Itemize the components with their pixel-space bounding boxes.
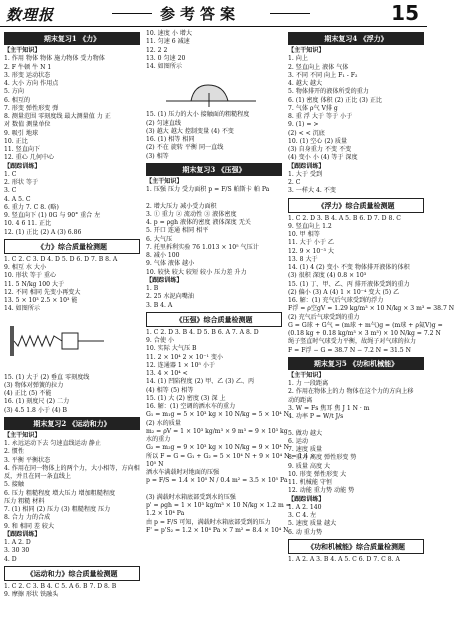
answer-line: 10⁵ N bbox=[146, 460, 164, 468]
answer-line: 1. A 2. A 3. B 4. A 5. C 6. D 7. C 8. A bbox=[288, 555, 400, 563]
answer-line: m₂ = ρV = 1 × 10³ kg/m³ × 9 m³ = 9 × 10³ kg bbox=[146, 427, 288, 435]
answer-line: (3) 4.5 1.8 小于 (4) B bbox=[4, 406, 67, 414]
answer-line: 9. 吸引 地球 bbox=[4, 129, 39, 137]
answer-line: 3. C bbox=[4, 187, 17, 195]
answer-line: 16. (1) 相等 相同 bbox=[146, 136, 195, 143]
answer-line: 13. 0 匀速 20 bbox=[146, 54, 186, 62]
answer-line: 6. 运动 bbox=[288, 437, 308, 445]
answer-line: 7. 托里拆利实验 76 1.013 × 10⁵ 气压计 bbox=[146, 243, 259, 251]
figure-wall bbox=[10, 326, 14, 356]
answer-line: 6. (1) 密度 体积 (2) 正比 (3) 正比 bbox=[288, 96, 383, 104]
answer-line: 1. 向上 bbox=[288, 55, 308, 63]
page-number: 15 bbox=[391, 1, 419, 25]
answer-line: 10. (1) 空心 (2) 质量 bbox=[288, 137, 348, 145]
answer-line: 8. 减小 100 bbox=[146, 252, 180, 259]
answer-line: 11. 匀速 6 减速 bbox=[146, 38, 190, 46]
answer-line: 12. 连通器 1 × 10⁵ 小于 bbox=[146, 361, 216, 369]
answer-line bbox=[146, 194, 282, 202]
answer-line: 1.2 × 10⁴ Pa bbox=[146, 510, 185, 518]
title-rule-right bbox=[270, 13, 310, 14]
answer-line: 2. 形状 等于 bbox=[4, 179, 39, 186]
answer-line: (2) 充气后气球受到的重力 bbox=[288, 313, 360, 321]
subsection-label: 【跟踪训练】 bbox=[4, 530, 41, 538]
title-rule-left bbox=[112, 13, 152, 14]
answer-line: 绳子竖直时气球受力平衡，故绳子对气球的拉力 bbox=[288, 338, 416, 346]
answer-line: 12. 重心 几何中心 bbox=[4, 154, 55, 162]
answer-figure bbox=[4, 316, 140, 372]
answer-line: 洒水车满载时对地面的压强 bbox=[146, 469, 220, 476]
answer-line: (2) < < 沉底 bbox=[288, 129, 325, 137]
answer-line: (4) 相等 (5) 相等 bbox=[146, 386, 194, 394]
answer-line: 9. 合使 小 bbox=[146, 337, 174, 344]
answer-line: 3. W = Fs 焦耳 焦 J 1 N · m bbox=[288, 404, 370, 412]
answer-line: 12. 2 2 bbox=[146, 46, 168, 54]
answer-line: 8. 测量范围 零刻度线 最大测量值 力 正 bbox=[4, 113, 111, 120]
answer-line: (3) 满载时水箱底部受到水的压强 bbox=[146, 493, 236, 501]
answer-line: 10. 4 6 11. 正比 bbox=[4, 220, 52, 228]
figure-block bbox=[62, 333, 78, 349]
answer-line bbox=[146, 486, 282, 494]
answer-line: 10. 实际 大气压 B bbox=[146, 345, 197, 353]
answer-line: (3) 很积 深度 (4) 0.8 × 10³ bbox=[288, 272, 367, 280]
subsection-label: 【主干知识】 bbox=[288, 47, 325, 54]
answer-line: 2. 作用在物体上的力 物体在这个力的方向上移 bbox=[288, 388, 414, 396]
page-title: 参考答案 bbox=[160, 5, 241, 23]
subsection-label: 【主干知识】 bbox=[288, 371, 325, 379]
answer-line: 对 数值 测量单位 bbox=[4, 121, 51, 129]
answer-line: 4. p = ρgh 液体的密度 液体深度 无关 bbox=[146, 219, 251, 226]
answer-line: 动的距离 bbox=[288, 396, 313, 404]
answer-line: 11. 大于 小于 乙 bbox=[288, 239, 334, 247]
answer-line: 12. 不同 相同 先变小再变大 bbox=[4, 288, 81, 296]
answer-line: 11. 机械能 守恒 bbox=[288, 479, 333, 486]
subsection-label: 【跟踪训练】 bbox=[146, 276, 183, 284]
answer-line: 2. 竖直向上 液体 气体 bbox=[288, 63, 349, 71]
answer-line: 14. 如图所示 bbox=[4, 305, 41, 313]
answer-line: 7. (1) 相同 (2) 压力 (3) 粗糙程度 压力 bbox=[4, 506, 111, 513]
answer-line: 10. 形变 弹性形变 大 bbox=[288, 470, 347, 478]
answer-line: 5. 速度 质量 越大 bbox=[288, 520, 337, 528]
subsection-label: 【主干知识】 bbox=[146, 177, 183, 185]
answer-line: 11. 5 N/kg 100 大于 bbox=[4, 280, 65, 288]
answer-line: 5. 接触 bbox=[4, 481, 24, 489]
answer-line: 3. 形变 运动状态 bbox=[4, 71, 51, 79]
section-title: 期末复习2 《运动和力》 bbox=[4, 417, 140, 430]
answer-line: 1. 力 一段距离 bbox=[288, 380, 329, 387]
answer-line: 6. 动 重力势 bbox=[288, 528, 323, 536]
answer-line: 10. 形状 等于 重心 bbox=[4, 272, 57, 280]
answer-line: G₁ = m₁g = 5 × 10³ kg × 10 N/kg = 5 × 10⁴ N bbox=[146, 411, 289, 419]
subsection-label: 【主干知识】 bbox=[4, 47, 41, 54]
answer-line: 8. 重力 高度 弹性形变 势 bbox=[288, 454, 357, 462]
newspaper-logo: 数理报 bbox=[6, 6, 55, 24]
answer-line: (2) 不在 旋转 平衡 同一直线 bbox=[146, 144, 224, 152]
answer-line: 8. 重 浮 大于 等于 小于 bbox=[288, 113, 353, 120]
answer-line: 4. A 5. C bbox=[4, 195, 31, 203]
answer-line: 1. B bbox=[146, 285, 159, 292]
answer-line: 14. 如图所示 bbox=[146, 63, 183, 70]
answer-line: (2) 匀速直线 bbox=[146, 119, 181, 127]
answer-line: 6. 大气压 bbox=[146, 235, 173, 243]
answer-line: 2. F 牛顿 牛 N 1 bbox=[4, 63, 52, 71]
answer-line: F浮 = ρ空gV = 1.29 kg/m³ × 10 N/kg × 3 m³ = 38.7 N bbox=[288, 305, 454, 313]
section-title: 期末复习4 《浮力》 bbox=[288, 32, 424, 45]
answer-line: 4. 作用在同一物体上的两个力，大小相等，方向相 bbox=[4, 464, 140, 472]
answer-line: (3) 相等 bbox=[146, 152, 169, 160]
answer-line: 7. 速度 质量 bbox=[288, 446, 323, 453]
answer-line: 1. C 2. C 3. D 4. D 5. D 6. D 7. B 8. A bbox=[4, 255, 118, 263]
answer-line: 1. 永远运动下去 匀速直线运动 静止 bbox=[4, 440, 101, 447]
answer-line: 3. ① 重力 ② 流动性 ③ 液体密度 bbox=[146, 210, 237, 218]
answer-line: 10. 正比 bbox=[4, 137, 28, 145]
answer-line: 9. 和 相同 差 较大 bbox=[4, 522, 55, 530]
answer-figure bbox=[146, 73, 282, 109]
answer-line: 14. (1) 4 (2) 变小 不变 物体排开液体的体积 bbox=[288, 264, 410, 271]
answer-line: 4. 功率 P = W/t J/s bbox=[288, 413, 344, 420]
answer-line: 7. 形变 弹性形变 弹 bbox=[4, 104, 59, 112]
answer-line: 9. 气体 液体 越小 bbox=[146, 260, 195, 268]
answer-line: 水的重力 bbox=[146, 436, 171, 443]
section-title: 期末复习3 《压强》 bbox=[146, 163, 282, 176]
section-title: 《压强》综合质量检测题 bbox=[146, 312, 282, 327]
answer-line: p' = ρgh = 1 × 10³ kg/m³ × 10 N/kg × 1.2 m = bbox=[146, 502, 291, 509]
answer-line: 5. 物体排开的液体所受的重力 bbox=[288, 88, 369, 96]
answer-line: 9. 相互 水 大小 bbox=[4, 264, 47, 271]
answer-line: 15. (1) 丁、甲、乙、丙 排开液体受到的重力 bbox=[288, 280, 410, 288]
answer-line: 12. 动能 重力势 动能 势 bbox=[288, 487, 355, 495]
answer-line: 15. (1) 大 (2) 密度 (3) 深 上 bbox=[146, 394, 226, 402]
answer-line: (2) 水的质量 bbox=[146, 419, 181, 427]
answer-line: 12. (1) 正比 (2) A (3) 6.86 bbox=[4, 228, 82, 236]
answer-line: 压力 粗糙 材料 bbox=[4, 497, 45, 505]
answer-line: 6. 压力 粗糙程度 增大压力 增加粗糙程度 bbox=[4, 489, 116, 497]
answer-line: 1. C bbox=[4, 170, 17, 178]
answer-line: 1. 作用 物体 物体 施力物体 受力物体 bbox=[4, 55, 105, 63]
answer-line: 反，并且在同一条直线上 bbox=[4, 473, 72, 480]
answer-line: 5. 方向 bbox=[4, 88, 24, 96]
answer-line: 9. 质量 高度 大 bbox=[288, 462, 331, 470]
answer-line: 9. 竖直向上 1.2 bbox=[288, 222, 332, 230]
answer-line: 10. 甲 相等 bbox=[288, 231, 320, 238]
answer-line: (4) 正比 (5) 不能 bbox=[4, 390, 52, 397]
answer-line: 16. 解：(1) 空调的洒水车的重力 bbox=[146, 403, 236, 410]
figure-drawing bbox=[4, 316, 124, 372]
answer-line: 11. 竖直向下 bbox=[4, 146, 41, 153]
answer-line: (3) 物体对弹簧的拉力 bbox=[4, 381, 64, 389]
answer-line: 所以 F = G = G₁ + G₂ = 5 × 10⁴ N + 9 × 10⁴ N = 1.4 × bbox=[146, 452, 316, 460]
answer-line: F = F浮 − G = 38.7 N − 7.2 N = 31.5 N bbox=[288, 346, 411, 354]
answer-line: F' = p'S₂ = 1.2 × 10⁴ Pa × 7 m² = 8.4 × 10⁴ N bbox=[146, 526, 289, 534]
answer-line: (3) 越大 越大 控制变量 (4) 不变 bbox=[146, 127, 234, 135]
answer-line: 15. (1) 压力的大小 接触面的粗糙程度 bbox=[146, 111, 250, 119]
answer-line: 4. 大小 方向 作用点 bbox=[4, 80, 59, 87]
answer-line: 3. 30 30 bbox=[4, 547, 30, 555]
subsection-label: 【跟踪训练】 bbox=[288, 162, 325, 170]
answer-line: 3. C 4. 左 bbox=[288, 512, 317, 519]
answer-line bbox=[288, 421, 424, 429]
answer-line: 14. (1) 凹陷程度 (2) 甲、乙 (3) 乙、丙 bbox=[146, 378, 255, 386]
answer-line: 13. 5 × 10³ 2.5 × 10³ 能 bbox=[4, 297, 78, 304]
answer-line: 9. 竖直向下 (1) 0G 与 90° 重合 左 bbox=[4, 212, 101, 219]
answer-line: 10. 速度 小 增大 bbox=[146, 30, 192, 37]
answer-line: p = F/S = 1.4 × 10⁵ N / 0.4 m² = 3.5 × 10⁵ Pa bbox=[146, 477, 288, 485]
subsection-label: 【跟踪训练】 bbox=[4, 162, 41, 170]
section-title: 《功和机械能》综合质量检测题 bbox=[288, 539, 424, 554]
answer-line: 8. 合力 力的合成 bbox=[4, 514, 51, 522]
answer-line: 1. 压强 压力 受力面积 p = F/S 帕斯卡 帕 Pa bbox=[146, 186, 270, 193]
answer-line: 3. 平衡 平衡状态 bbox=[4, 456, 51, 464]
section-title: 《力》综合质量检测题 bbox=[4, 239, 140, 254]
answer-line: 2. 惯性 bbox=[4, 448, 24, 456]
answer-line: 13. 8 大于 bbox=[288, 255, 318, 263]
answer-line: 13. 4 × 10⁴ < bbox=[146, 370, 188, 377]
answer-line: 2. 25 水泥向嘴油 bbox=[146, 293, 194, 301]
answer-line: 5. 做功 越大 bbox=[288, 429, 323, 437]
answer-line: 12. 9 × 10⁻³ 大 bbox=[288, 247, 334, 255]
answer-line: 1. A 2. D bbox=[4, 539, 31, 546]
answer-line: 6. 相互的 bbox=[4, 96, 31, 104]
answer-line: 9. 摩擦 形状 铁融头 bbox=[4, 591, 59, 598]
answer-line: 3. 不同 不同 向上 F₁ - F₂ bbox=[288, 71, 358, 79]
subsection-label: 【跟踪训练】 bbox=[288, 495, 325, 503]
answer-line: 9. (1) = > bbox=[288, 121, 319, 129]
answer-line: G₂ = m₂g = 9 × 10³ kg × 10 N/kg = 9 × 10⁴ N bbox=[146, 444, 289, 452]
figure-drawing bbox=[146, 73, 266, 109]
answer-line: 11. 2 × 10⁴ 2 × 10⁻¹ 变小 bbox=[146, 353, 224, 361]
answer-line: 1. C 2. D 3. B 4. A 5. B 6. D 7. D 8. C bbox=[288, 214, 401, 222]
section-title: 期末复习5 《功和机械能》 bbox=[288, 357, 424, 370]
answer-line: 15. (1) 大于 (2) 垂直 零刻度线 bbox=[4, 373, 90, 381]
answer-line: 3. B 4. A bbox=[146, 301, 173, 309]
figure-spring bbox=[14, 336, 62, 346]
subsection-label: 【主干知识】 bbox=[4, 431, 41, 439]
answer-line: 7. 气体 ρ气 V排 g bbox=[288, 104, 338, 112]
answer-line: G = G球 + G气 = (m球 + m气)g = (m球 + ρ氦V)g = bbox=[288, 321, 443, 329]
answer-line: (2) 偏小 (3) A (4) 1 × 10⁻⁴ 变大 (5) 乙 bbox=[288, 288, 400, 296]
section-title: 《浮力》综合质量检测题 bbox=[288, 198, 424, 213]
answer-line: 4. D bbox=[4, 555, 17, 563]
answer-line: 16. (1) 刻度尺 (2) 二力 bbox=[4, 398, 70, 406]
answer-line: 由 p = F/S 可知，满载时水箱底部受到的压力 bbox=[146, 518, 271, 526]
answer-line: 1. 大于 受到 bbox=[288, 170, 323, 178]
answer-column-right bbox=[288, 30, 454, 622]
answer-line: (0.18 kg + 0.18 kg/m³ × 3 m³) × 10 N/kg = 7.2 N bbox=[288, 330, 441, 337]
answer-line: 1. C 2. C 3. B 4. C 5. A 6. B 7. D 8. B bbox=[4, 582, 117, 590]
answer-line: (3) 自身重力 不变 不变 bbox=[288, 146, 352, 153]
answer-line: 5. 开口 连通 相同 相平 bbox=[146, 227, 209, 235]
answer-line: 2. C bbox=[288, 179, 301, 186]
section-title: 《运动和力》综合质量检测题 bbox=[4, 566, 140, 581]
page-header bbox=[0, 0, 427, 27]
answer-line: 1. C 2. D 3. B 4. D 5. B 6. A 7. A 8. D bbox=[146, 328, 259, 336]
answer-line: 2. 增大压力 减小受力面积 bbox=[146, 202, 217, 210]
answer-line: 1. A 2. 140 bbox=[288, 503, 322, 511]
answer-line: (4) 变小 小 (4) 等于 深度 bbox=[288, 154, 358, 162]
answer-line: 4. 越大 越大 bbox=[288, 80, 323, 87]
answer-line: 10. 较快 较大 较短 较小 压力差 升力 bbox=[146, 268, 247, 276]
answer-line: 3. 一样大 4. 不变 bbox=[288, 187, 336, 195]
answer-line: 16. 解：(1) 充气后气球受到的浮力 bbox=[288, 297, 384, 304]
answer-column-left bbox=[4, 30, 140, 622]
answer-line: 6. 重力 7. C 8. (略) bbox=[4, 203, 59, 211]
section-title: 期末复习1 《力》 bbox=[4, 32, 140, 45]
